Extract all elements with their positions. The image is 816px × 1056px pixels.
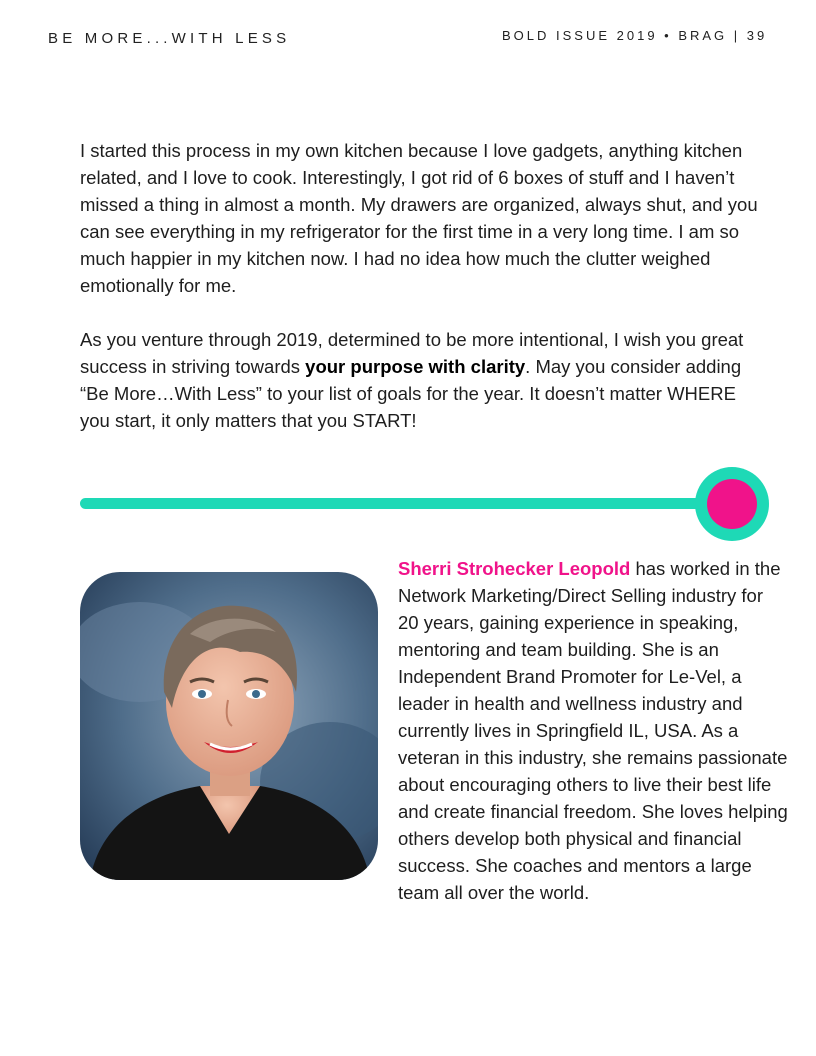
author-bio-text: has worked in the Network Marketing/Direct Selling industry for 20 years, gaining experience in speaking, mentoring and team building. She is an Independent Brand Promoter for Le-Vel, a leader in health and wellness industry and currently lives in Springfield IL, USA. As a veteran in this industry, she remains passionate about encouraging others to live their best life and create financial freedom. She loves helping others develop both physical and financial success. She coaches and mentors a large team all over the world.	[398, 558, 788, 903]
divider-dot	[695, 467, 769, 541]
paragraph-text: As you venture through 2019, determined to be more intentional, I wish you great success in striving towards	[80, 329, 744, 377]
article-body	[80, 137, 770, 461]
article-paragraph	[80, 326, 770, 434]
article-paragraph: I started this process in my own kitchen because I love gadgets, anything kitchen related, and I love to cook. Interestingly, I got rid of 6 boxes of stuff and I haven’t missed a thing in almost a month. My drawers are organized, always shut, and you can see everything in my refrigerator for the first time in a very long time. I am so much happier in my kitchen now. I had no idea how much the clutter weighed emotionally for me.	[80, 140, 758, 296]
paragraph-text: . May you consider adding “Be More…With Less” to your list of goals for the year. It doesn’t matter WHERE you start, it only matters that you START!	[80, 356, 742, 431]
author-bio	[398, 555, 788, 906]
author-photo	[80, 572, 378, 880]
section-title: BE MORE...WITH LESS	[48, 30, 291, 47]
divider-line	[80, 498, 720, 509]
issue-page-info: BOLD ISSUE 2019 • BRAG | 39	[502, 28, 768, 43]
author-name: Sherri Strohecker Leopold	[398, 558, 631, 579]
divider-dot-center	[707, 479, 757, 529]
author-portrait-illustration	[80, 572, 378, 880]
emphasis-text: your purpose with clarity	[305, 356, 526, 377]
